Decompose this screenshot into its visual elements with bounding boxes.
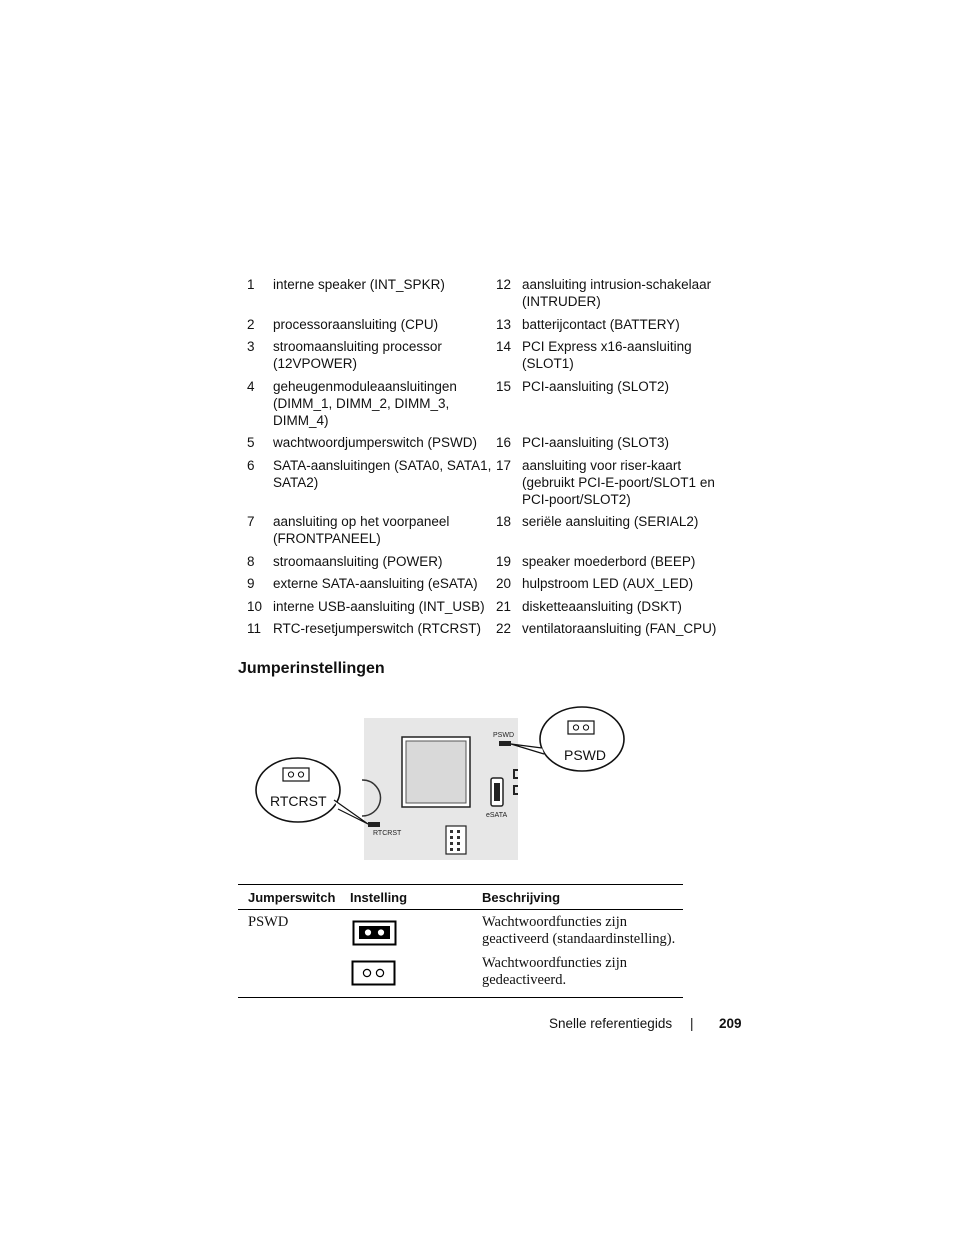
legend-text: processoraansluiting (CPU) <box>273 316 439 332</box>
legend-text: externe SATA-aansluiting (eSATA) <box>273 576 478 591</box>
table-body <box>238 910 683 998</box>
rtcrst-board-jumper <box>368 822 380 827</box>
rtcrst-board-label: RTCRST <box>373 830 402 837</box>
header-description: Beschrijving <box>482 890 561 905</box>
legend-row <box>247 276 747 310</box>
legend-row <box>247 553 747 570</box>
legend-number: 5 <box>247 435 255 450</box>
legend-number: 20 <box>496 576 512 591</box>
jumper-installed-icon <box>352 920 398 947</box>
legend-number: 22 <box>496 621 512 636</box>
legend-number: 14 <box>496 339 512 354</box>
legend-text: hulpstroom LED (AUX_LED) <box>522 576 694 591</box>
legend-row <box>247 620 747 637</box>
legend-number: 1 <box>247 277 255 292</box>
legend-text: wachtwoordjumperswitch (PSWD) <box>273 435 478 450</box>
legend-text: stroomaansluiting (POWER) <box>273 553 443 569</box>
legend-text: ventilatoraansluiting (FAN_CPU) <box>522 621 717 636</box>
legend-number: 12 <box>496 277 512 292</box>
cell-description: Wachtwoordfuncties zijn gedeactiveerd. <box>482 955 627 988</box>
section-heading: Jumperinstellingen <box>238 660 385 677</box>
legend-row <box>247 598 747 615</box>
legend-number: 16 <box>496 435 512 450</box>
header-setting: Instelling <box>350 890 408 905</box>
page-number: 209 <box>719 1016 742 1031</box>
legend-number: 9 <box>247 576 255 591</box>
table-row <box>238 912 683 953</box>
legend-text: aansluiting voor riser-kaart (gebruikt PCI-E-poort/SLOT1 en PCI-poort/SLOT2) <box>522 457 715 507</box>
legend-number: 17 <box>496 457 512 473</box>
legend-text: SATA-aansluitingen (SATA0, SATA1, SATA2) <box>273 457 492 490</box>
footer-separator: | <box>690 1016 694 1031</box>
legend-number: 18 <box>496 514 512 529</box>
legend-number: 11 <box>247 621 262 636</box>
table-header <box>238 884 683 910</box>
legend-row <box>247 378 747 429</box>
connector-legend <box>247 276 747 643</box>
legend-row <box>247 513 747 547</box>
legend-number: 2 <box>247 316 255 332</box>
board-diagram <box>250 702 630 864</box>
legend-text: geheugenmoduleaansluitingen (DIMM_1, DIMM_2, DIMM_3, DIMM_4) <box>273 378 457 428</box>
legend-text: batterijcontact (BATTERY) <box>522 316 680 332</box>
pswd-callout-label: PSWD <box>564 747 606 763</box>
table-row <box>238 953 683 994</box>
pswd-board-label: PSWD <box>493 732 514 739</box>
legend-number: 15 <box>496 378 512 394</box>
cell-description: Wachtwoordfuncties zijn geactiveerd (standaardinstelling). <box>482 914 676 947</box>
legend-row <box>247 575 747 592</box>
legend-text: stroomaansluiting processor (12VPOWER) <box>273 339 442 371</box>
legend-text: seriële aansluiting (SERIAL2) <box>522 514 699 529</box>
legend-number: 6 <box>247 457 255 473</box>
jumper-settings-table <box>238 884 683 998</box>
legend-text: PCI-aansluiting (SLOT3) <box>522 435 670 450</box>
legend-text: PCI-aansluiting (SLOT2) <box>522 378 670 394</box>
jumper-location-figure <box>250 702 630 864</box>
header-jumperswitch: Jumperswitch <box>248 890 336 905</box>
legend-text: speaker moederbord (BEEP) <box>522 553 696 569</box>
legend-number: 3 <box>247 339 255 354</box>
legend-row <box>247 457 747 508</box>
legend-text: PCI Express x16-aansluiting (SLOT1) <box>522 339 692 371</box>
legend-number: 7 <box>247 514 255 529</box>
jumper-removed-icon <box>351 960 397 987</box>
legend-text: disketteaansluiting (DSKT) <box>522 598 682 614</box>
legend-text: aansluiting op het voorpaneel (FRONTPANEEL) <box>273 514 450 546</box>
processor-inner <box>406 741 466 803</box>
footer-section-title: Snelle referentiegids <box>549 1016 673 1031</box>
legend-number: 8 <box>247 553 255 569</box>
legend-row <box>247 338 747 372</box>
front-panel-header <box>446 826 466 854</box>
legend-text: interne speaker (INT_SPKR) <box>273 277 445 292</box>
legend-row <box>247 434 747 451</box>
legend-number: 21 <box>496 598 512 614</box>
legend-number: 19 <box>496 553 512 569</box>
legend-text: interne USB-aansluiting (INT_USB) <box>273 598 485 614</box>
rtcrst-callout-label: RTCRST <box>270 793 327 809</box>
legend-text: aansluiting intrusion-schakelaar (INTRUDER) <box>522 277 712 309</box>
legend-row <box>247 316 747 333</box>
cell-switch: PSWD <box>248 914 289 930</box>
legend-number: 13 <box>496 316 512 332</box>
rtcrst-callout-pointer <box>334 800 368 824</box>
esata-board-label: eSATA <box>486 812 508 819</box>
legend-text: RTC-resetjumperswitch (RTCRST) <box>273 621 482 636</box>
pswd-board-jumper <box>499 741 511 746</box>
legend-number: 4 <box>247 378 255 394</box>
legend-number: 10 <box>247 598 263 614</box>
